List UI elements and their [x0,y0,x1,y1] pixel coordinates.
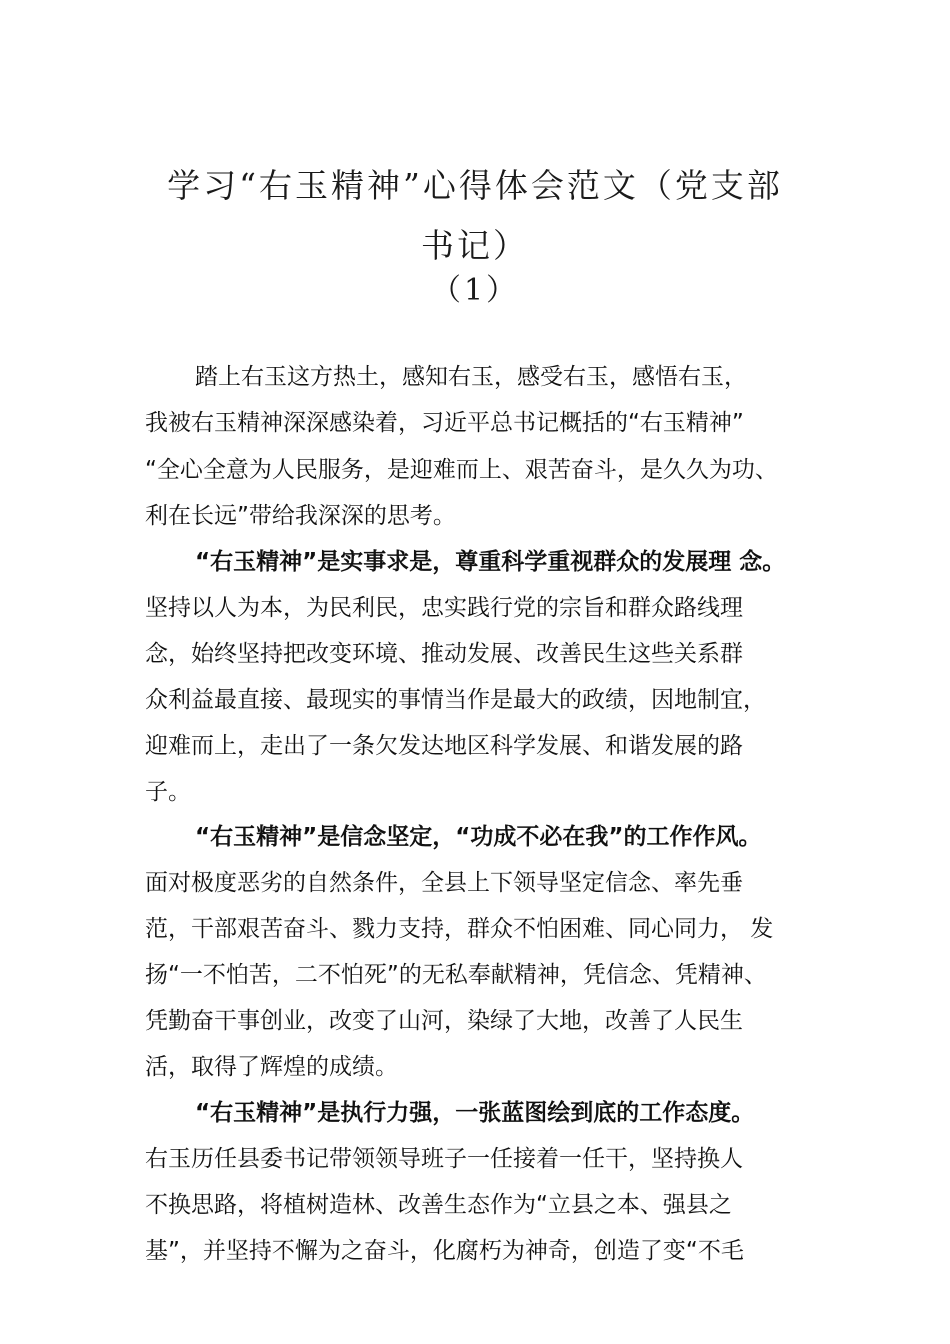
body-line: 面对极度恶劣的自然条件，全县上下领导坚定信念、率先垂 [145,870,743,896]
body-line: 子。 [145,779,191,805]
body-line: 众利益最直接、最现实的事情当作是最大的政绩，因地制宜， [145,687,766,713]
body-line: 坚持以人为本，为民利民，忠实践行党的宗旨和群众路线理 [145,595,743,621]
section-heading-1: “右玉精神”是实事求是，尊重科学重视群众的发展理 念。 [195,549,786,575]
body-line: 凭勤奋干事创业，改变了山河，染绿了大地，改善了人民生 [145,1008,743,1034]
body-line: “全心全意为人民服务，是迎难而上、艰苦奋斗，是久久为功、 [145,457,778,483]
body-line: 念，始终坚持把改变环境、推动发展、改善民生这些关系群 [145,641,743,667]
body-line: 踏上右玉这方热土，感知右玉，感受右玉，感悟右玉， [195,364,747,390]
body-line: 范，干部艰苦奋斗、戮力支持，群众不怕困难、同心同力， 发 [145,916,774,942]
document-title-line-1: 学习“右玉精神”心得体会范文（党支部 [167,166,783,205]
body-line: 扬“一不怕苦，二不怕死”的无私奉献精神，凭信念、凭精神、 [145,962,767,988]
body-line: 我被右玉精神深深感染着，习近平总书记概括的“右玉精神” [145,410,744,436]
body-line: 利在长远”带给我深深的思考。 [145,503,456,529]
document-title-line-2: 书记） [421,226,529,265]
body-line: 右玉历任县委书记带领领导班子一任接着一任干，坚持换人 [145,1146,743,1172]
body-line: 活，取得了辉煌的成绩。 [145,1054,398,1080]
section-heading-3: “右玉精神”是执行力强，一张蓝图绘到底的工作态度。 [195,1100,755,1126]
body-line: 不换思路，将植树造林、改善生态作为“立县之本、强县之 [145,1192,732,1218]
body-line: 基”，并坚持不懈为之奋斗，化腐朽为神奇，创造了变“不毛 [145,1238,744,1264]
section-heading-2: “右玉精神”是信念坚定，“功成不必在我”的工作作风。 [195,824,762,850]
body-line: 迎难而上，走出了一条欠发达地区科学发展、和谐发展的路 [145,733,743,759]
document-title-number: （1） [430,273,520,308]
